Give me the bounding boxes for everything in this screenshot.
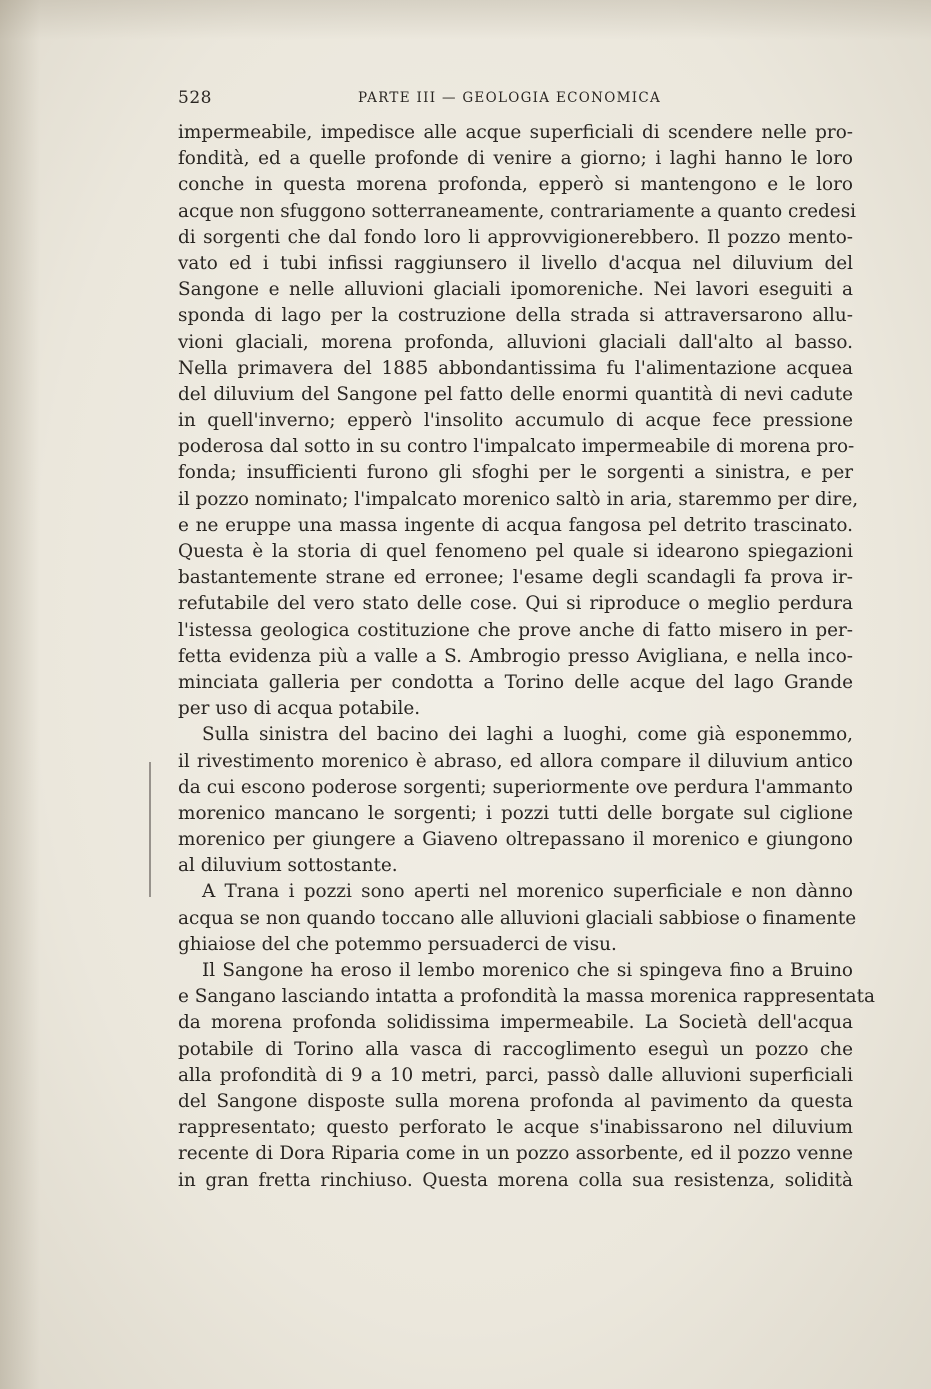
- text-line: vioni glaciali, morena profonda, alluvioni glaciali dall'alto al basso.: [178, 331, 853, 353]
- text-line: minciata galleria per condotta a Torino delle acque del lago Grande: [178, 671, 853, 693]
- text-line: bastantemente strane ed erronee; l'esame degli scandagli fa prova ir-: [178, 567, 853, 589]
- text-line: impermeabile, impedisce alle acque superficiali di scendere nelle pro-: [178, 122, 853, 143]
- text-line: ghiaiose del che potemmo persuaderci de visu.: [178, 933, 617, 955]
- page-number: 528: [178, 88, 212, 108]
- text-line: morenico mancano le sorgenti; i pozzi tutti delle borgate sul ciglione: [178, 802, 853, 824]
- text-line: da cui escono poderose sorgenti; superiormente ove perdura l'ammanto: [178, 776, 853, 798]
- text-line: Questa è la storia di quel fenomeno pel quale si idearono spiegazioni: [178, 541, 853, 562]
- text-line: il rivestimento morenico è abraso, ed allora compare il diluvium antico: [178, 750, 853, 772]
- text-line: poderosa dal sotto in su contro l'impalcato impermeabile di morena pro-: [178, 436, 855, 458]
- page-edge-shadow-top: [0, 0, 931, 40]
- text-line: Sangone e nelle alluvioni glaciali ipomoreniche. Nei lavori eseguiti a: [178, 279, 853, 301]
- text-line: vato ed i tubi infissi raggiunsero il livello d'acqua nel diluvium del: [178, 252, 853, 274]
- text-line: in quell'inverno; epperò l'insolito accumulo di acque fece pressione: [178, 410, 853, 432]
- text-line: fetta evidenza più a valle a S. Ambrogio presso Avigliana, e nella inco-: [178, 645, 853, 667]
- text-line: conche in questa morena profonda, epperò si mantengono e le loro: [178, 174, 853, 196]
- page-header: [178, 88, 853, 112]
- text-line: e ne eruppe una massa ingente di acqua fangosa pel detrito trascinato.: [178, 514, 853, 536]
- text-line: del Sangone disposte sulla morena profonda al pavimento da questa: [178, 1090, 853, 1112]
- text-line: da morena profonda solidissima impermeabile. La Società dell'acqua: [178, 1012, 853, 1034]
- text-line: potabile di Torino alla vasca di raccoglimento eseguì un pozzo che: [178, 1038, 853, 1060]
- text-line: Nella primavera del 1885 abbondantissima fu l'alimentazione acquea: [178, 357, 853, 379]
- text-line: Sulla sinistra del bacino dei laghi a luoghi, come già esponemmo,: [202, 724, 853, 746]
- text-line: per uso di acqua potabile.: [178, 698, 421, 720]
- body-text: [178, 120, 875, 1194]
- text-line: del diluvium del Sangone pel fatto delle enormi quantità di nevi cadute: [178, 383, 853, 405]
- text-line: il pozzo nominato; l'impalcato morenico saltò in aria, staremmo per dire,: [178, 488, 859, 510]
- text-line: rappresentato; questo perforato le acque s'inabissarono nel diluvium: [178, 1117, 853, 1139]
- text-line: l'istessa geologica costituzione che prove anche di fatto misero in per-: [178, 619, 853, 641]
- text-line: e Sangano lasciando intatta a profondità la massa morenica rappresentata: [178, 986, 875, 1008]
- text-line: Il Sangone ha eroso il lembo morenico che si spingeva fino a Bruino: [202, 960, 853, 981]
- text-line: alla profondità di 9 a 10 metri, parci, passò dalle alluvioni superficiali: [178, 1064, 853, 1086]
- text-line: di sorgenti che dal fondo loro li approvvigionerebbero. Il pozzo mento-: [178, 226, 853, 248]
- text-line: A Trana i pozzi sono aperti nel morenico superficiale e non dànno: [202, 881, 853, 903]
- text-line: sponda di lago per la costruzione della strada si attraversarono allu-: [178, 305, 853, 327]
- text-line: fonda; insufficienti furono gli sfoghi per le sorgenti a sinistra, e per: [178, 462, 853, 484]
- text-line: acque non sfuggono sotterraneamente, contrariamente a quanto credesi: [178, 200, 857, 222]
- text-line: recente di Dora Riparia come in un pozzo assorbente, ed il pozzo venne: [178, 1143, 853, 1165]
- page-edge-shadow-left: [0, 0, 40, 1389]
- text-line: acqua se non quando toccano alle alluvioni glaciali sabbiose o finamente: [178, 907, 857, 929]
- text-line: fondità, ed a quelle profonde di venire a giorno; i laghi hanno le loro: [178, 148, 853, 170]
- running-title: PARTE III — GEOLOGIA ECONOMICA: [358, 90, 662, 106]
- margin-pencil-mark: [145, 762, 155, 897]
- text-line: refutabile del vero stato delle cose. Qui si riproduce o meglio perdura: [178, 593, 853, 615]
- text-line: al diluvium sottostante.: [178, 855, 398, 877]
- text-line: morenico per giungere a Giaveno oltrepassano il morenico e giungono: [178, 829, 853, 851]
- text-line: in gran fretta rinchiuso. Questa morena colla sua resistenza, solidità: [178, 1169, 853, 1191]
